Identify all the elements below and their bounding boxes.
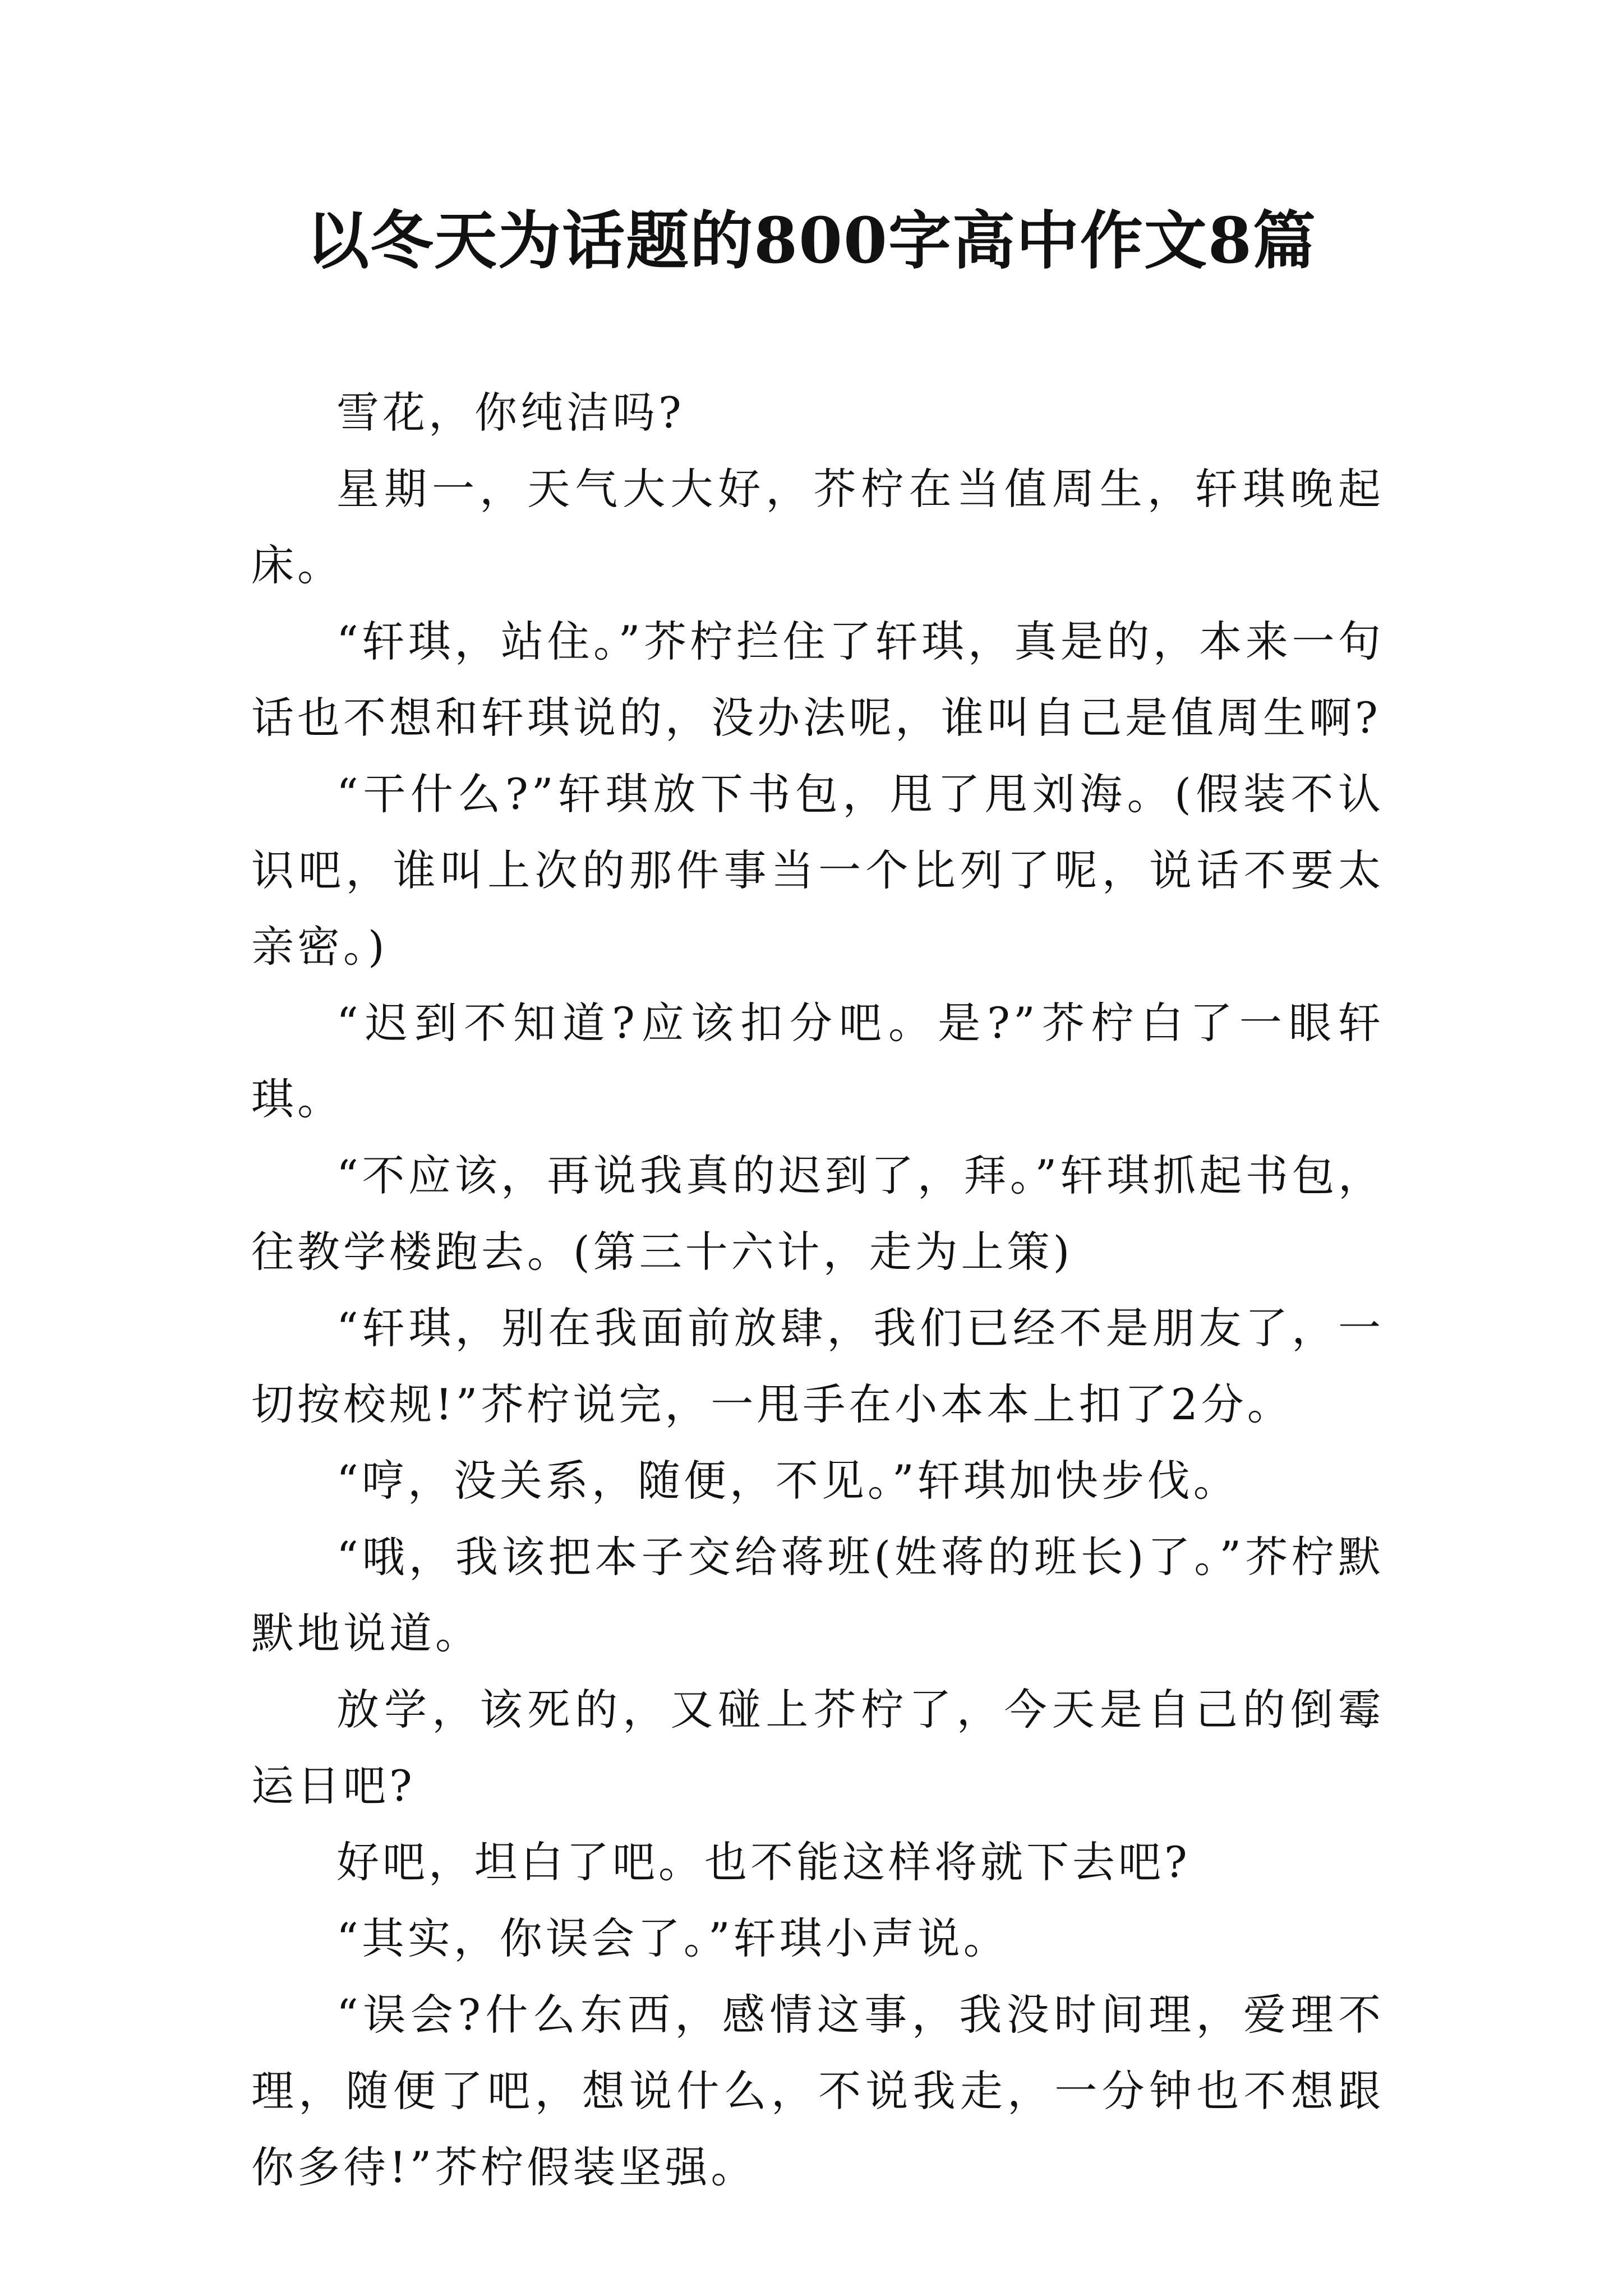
document-title: 以冬天为话题的800字高中作文8篇 bbox=[306, 204, 1317, 278]
paragraph: 雪花，你纯洁吗? bbox=[336, 388, 685, 438]
paragraph: 放学，该死的，又碰上芥柠了，今天是自己的倒霉运日吧? bbox=[251, 1685, 1384, 1811]
paragraph: “迟到不知道?应该扣分吧。是?”芥柠白了一眼轩琪。 bbox=[251, 998, 1384, 1124]
paragraph: “干什么?”轩琪放下书包，甩了甩刘海。(假装不认识吧，谁叫上次的那件事当一个比列了呢，说话不要太亲密。) bbox=[251, 769, 1384, 972]
paragraph: “轩琪，别在我面前放肆，我们已经不是朋友了，一切按校规!”芥柠说完，一甩手在小本本上扣了2分。 bbox=[251, 1303, 1384, 1429]
paragraph: “误会?什么东西，感情这事，我没时间理，爱理不理，随便了吧，想说什么，不说我走，一分钟也不想跟你多待!”芥柠假装坚强。 bbox=[251, 1990, 1384, 2192]
paragraph: “其实，你误会了。”轩琪小声说。 bbox=[336, 1913, 1009, 1963]
paragraph: “哼，没关系，随便，不见。”轩琪加快步伐。 bbox=[336, 1456, 1239, 1506]
paragraph: “轩琪，站住。”芥柠拦住了轩琪，真是的，本来一句话也不想和轩琪说的，没办法呢，谁叫自己是值周生啊? bbox=[251, 616, 1384, 743]
paragraph: “不应该，再说我真的迟到了，拜。”轩琪抓起书包，往教学楼跑去。(第三十六计，走为上策) bbox=[251, 1151, 1384, 1277]
document-body bbox=[251, 375, 1384, 2206]
paragraph: 好吧，坦白了吧。也不能这样将就下去吧? bbox=[336, 1837, 1191, 1887]
paragraph: 星期一，天气大大好，芥柠在当值周生，轩琪晚起床。 bbox=[251, 464, 1384, 590]
paragraph: “哦，我该把本子交给蒋班(姓蒋的班长)了。”芥柠默默地说道。 bbox=[251, 1532, 1384, 1658]
